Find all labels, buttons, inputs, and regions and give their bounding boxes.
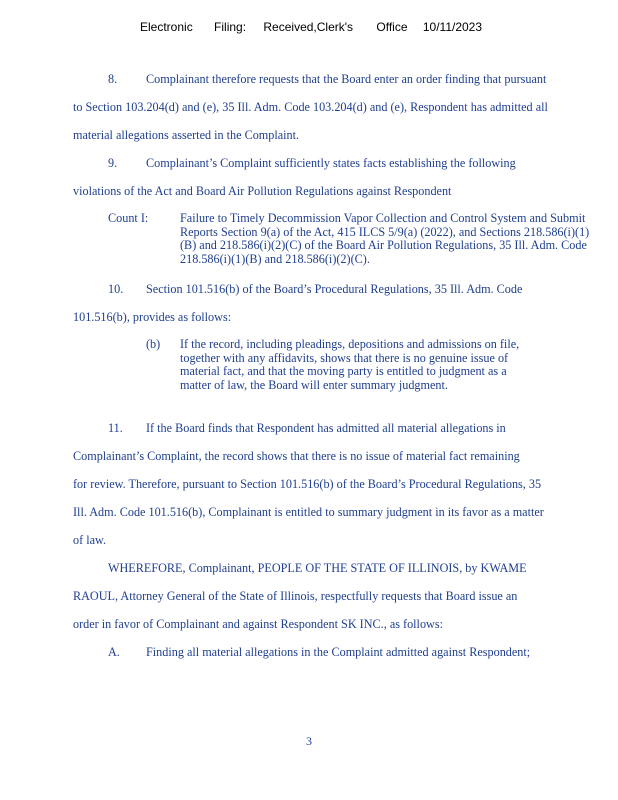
wherefore-line-2: RAOUL, Attorney General of the State of Illinois, respectfully requests that Board issue an: [73, 589, 518, 603]
paragraph-11-line-2: Complainant’s Complaint, the record shows that there is no issue of material fact remaining: [73, 449, 520, 463]
paragraph-11-line-1: If the Board finds that Respondent has admitted all material allegations in: [146, 421, 506, 435]
filing-stamp: [140, 20, 482, 34]
quote-label: (b): [146, 337, 161, 351]
count-description: Failure to Timely Decommission Vapor Collection and Control System and Submit Reports Section 9(a) of the Act, 415 ILCS 5/9(a) (2022), and Sections 218.586(i)(1)(B) and 218.586(i)(2)(C) of the Board Air Pollution Regulations, 35 Ill. Adm. Code 218.586(i)(1)(B) and 218.586(i)(2)(C).: [180, 211, 590, 266]
wherefore-line-3: order in favor of Complainant and against Respondent SK INC., as follows:: [73, 617, 443, 631]
paragraph-8-line-2: to Section 103.204(d) and (e), 35 Ill. Adm. Code 103.204(d) and (e), Respondent has admitted all: [73, 100, 548, 114]
paragraph-8-line-3: material allegations asserted in the Complaint.: [73, 128, 300, 142]
paragraph-9-line-1: Complainant’s Complaint sufficiently states facts establishing the following: [146, 156, 516, 170]
item-a-label: A.: [108, 645, 120, 659]
paragraph-10-line-2: 101.516(b), provides as follows:: [73, 310, 232, 324]
item-a-text: Finding all material allegations in the Complaint admitted against Respondent;: [146, 645, 531, 659]
stamp-office: Office: [376, 20, 408, 34]
paragraph-9-number: 9.: [108, 156, 118, 170]
paragraph-8-number: 8.: [108, 72, 118, 86]
paragraph-11-line-5: of law.: [73, 533, 107, 547]
count-label: Count I:: [108, 211, 149, 225]
page-number: 3: [306, 734, 312, 748]
paragraph-11-line-3: for review. Therefore, pursuant to Section 101.516(b) of the Board’s Procedural Regulations, 35: [73, 477, 542, 491]
paragraph-11-number: 11.: [108, 421, 123, 435]
wherefore-line-1: WHEREFORE, Complainant, PEOPLE OF THE STATE OF ILLINOIS, by KWAME: [108, 561, 527, 575]
block-quote: If the record, including pleadings, depositions and admissions on file, together with any affidavits, shows that there is no genuine issue of material fact, and that the moving party is entitled to judgment as a matter of law, the Board will enter summary judgment.: [180, 337, 520, 392]
paragraph-8-line-1: Complainant therefore requests that the Board enter an order finding that pursuant: [146, 72, 547, 86]
paragraph-10-number: 10.: [108, 282, 124, 296]
stamp-filing: Filing:: [214, 20, 247, 34]
paragraph-10-line-1: Section 101.516(b) of the Board’s Procedural Regulations, 35 Ill. Adm. Code: [146, 282, 523, 296]
stamp-date: 10/11/2023: [422, 20, 483, 34]
stamp-electronic: Electronic: [140, 20, 193, 34]
paragraph-9-line-2: violations of the Act and Board Air Pollution Regulations against Respondent: [73, 184, 452, 198]
paragraph-11-line-4: Ill. Adm. Code 101.516(b), Complainant is entitled to summary judgment in its favor as a matter: [73, 505, 544, 519]
stamp-received: Received,Clerk's: [263, 20, 354, 34]
